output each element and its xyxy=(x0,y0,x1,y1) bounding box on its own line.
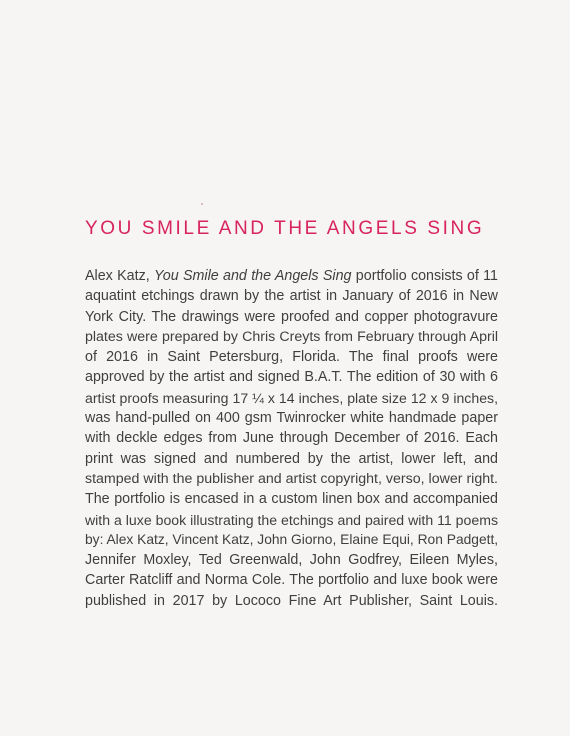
intro-rest: portfolio consists of 11 xyxy=(351,268,498,284)
portfolio-title: You Smile and the Angels Sing xyxy=(154,268,352,284)
body-line: plates were prepared by Chris Creyts from February through April xyxy=(85,328,498,345)
body-line: was hand-pulled on 400 gsm Twinrocker white handmade paper xyxy=(85,410,498,427)
body-line-1 xyxy=(85,266,498,286)
body-line: Carter Ratcliff and Norma Cole. The portfolio and luxe book were xyxy=(85,572,498,589)
body-line-last: published in 2017 by Lococo Fine Art Publisher, Saint Louis. xyxy=(85,592,498,609)
document-body xyxy=(85,266,498,611)
body-line: of 2016 in Saint Petersburg, Florida. The final proofs were xyxy=(85,349,498,366)
body-line: with a luxe book illustrating the etchings and paired with 11 poems xyxy=(85,511,498,528)
body-line: The portfolio is encased in a custom linen box and accompanied xyxy=(85,491,498,508)
intro-name: Alex Katz, xyxy=(85,268,155,284)
body-line: with deckle edges from June through December of 2016. Each xyxy=(85,430,498,447)
paper-speck xyxy=(201,203,203,205)
body-line: print was signed and numbered by the artist, lower left, and xyxy=(85,450,498,467)
body-line: artist proofs measuring 17 ¼ x 14 inches, plate size 12 x 9 inches, xyxy=(85,389,498,406)
body-line: stamped with the publisher and artist copyright, verso, lower right. xyxy=(85,470,498,487)
body-line: by: Alex Katz, Vincent Katz, John Giorno, Elaine Equi, Ron Padgett, xyxy=(85,531,499,547)
body-line: approved by the artist and signed B.A.T. The edition of 30 with 6 xyxy=(85,369,498,386)
document-title: YOU SMILE AND THE ANGELS SING xyxy=(85,218,485,239)
body-line: aquatint etchings drawn by the artist in January of 2016 in New xyxy=(85,288,498,305)
body-line: Jennifer Moxley, Ted Greenwald, John Godfrey, Eileen Myles, xyxy=(85,552,498,569)
body-line: York City. The drawings were proofed and copper photogravure xyxy=(85,308,498,325)
